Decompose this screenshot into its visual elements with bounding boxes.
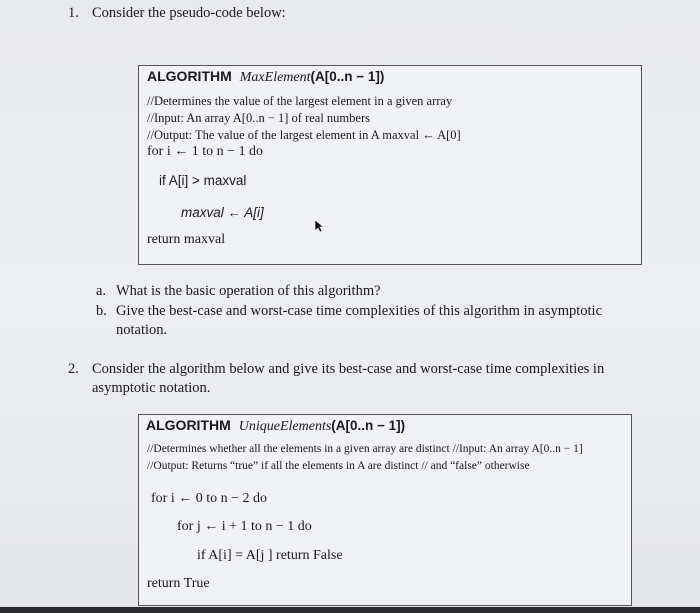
code-line: for i ← 0 to n − 2 do bbox=[151, 491, 267, 506]
algorithm-header bbox=[146, 415, 405, 437]
algorithm-keyword: ALGORITHM bbox=[146, 417, 231, 433]
code-line: return True bbox=[147, 576, 210, 591]
algorithm-box-max-element bbox=[138, 65, 642, 265]
algorithm-header bbox=[147, 66, 384, 88]
algorithm-name: UniqueElements bbox=[238, 419, 332, 434]
comment-line: //Input: An array A[0..n − 1] of real numbers bbox=[147, 111, 370, 125]
comment-line: //Output: The value of the largest element in A maxval ← A[0] bbox=[147, 128, 461, 142]
question-1 bbox=[68, 4, 668, 24]
algorithm-keyword: ALGORITHM bbox=[147, 68, 232, 84]
code-line: if A[i] > maxval bbox=[159, 173, 247, 188]
algorithm-box-unique-elements bbox=[138, 414, 632, 606]
subquestion-text: Give the best-case and worst-case time complexities of this algorithm in asymptotic notation. bbox=[116, 303, 603, 338]
algorithm-signature: (A[0..n − 1]) bbox=[331, 418, 406, 433]
subquestion-b bbox=[96, 302, 656, 342]
subquestion-text: What is the basic operation of this algorithm? bbox=[116, 283, 381, 299]
code-line: for i ← 1 to n − 1 do bbox=[147, 144, 263, 159]
question-number: 2. bbox=[68, 361, 79, 377]
mouse-pointer-icon bbox=[314, 219, 324, 233]
bottom-edge bbox=[0, 607, 700, 613]
algorithm-name: MaxElement bbox=[239, 70, 311, 85]
question-number: 1. bbox=[68, 5, 79, 21]
comment-line: //Determines whether all the elements in a given array are distinct //Input: An array A[0..n − 1] bbox=[147, 443, 583, 455]
question-prompt: Consider the algorithm below and give its best-case and worst-case time complexities in asymptotic notation. bbox=[92, 361, 605, 396]
subquestion-label: b. bbox=[96, 303, 107, 319]
code-line: maxval ← A[i] bbox=[181, 205, 264, 220]
subquestion-a bbox=[96, 282, 656, 302]
comment-line: //Output: Returns “true” if all the elements in A are distinct // and “false” otherwise bbox=[147, 460, 530, 472]
code-line: for j ← i + 1 to n − 1 do bbox=[177, 519, 312, 534]
code-line: return maxval bbox=[147, 232, 226, 247]
code-line: if A[i] = A[j ] return False bbox=[197, 548, 343, 563]
question-prompt: Consider the pseudo-code below: bbox=[92, 5, 286, 21]
algorithm-signature: (A[0..n − 1]) bbox=[310, 69, 385, 84]
question-2 bbox=[68, 360, 638, 400]
subquestion-label: a. bbox=[96, 283, 107, 299]
comment-line: //Determines the value of the largest element in a given array bbox=[147, 94, 453, 108]
